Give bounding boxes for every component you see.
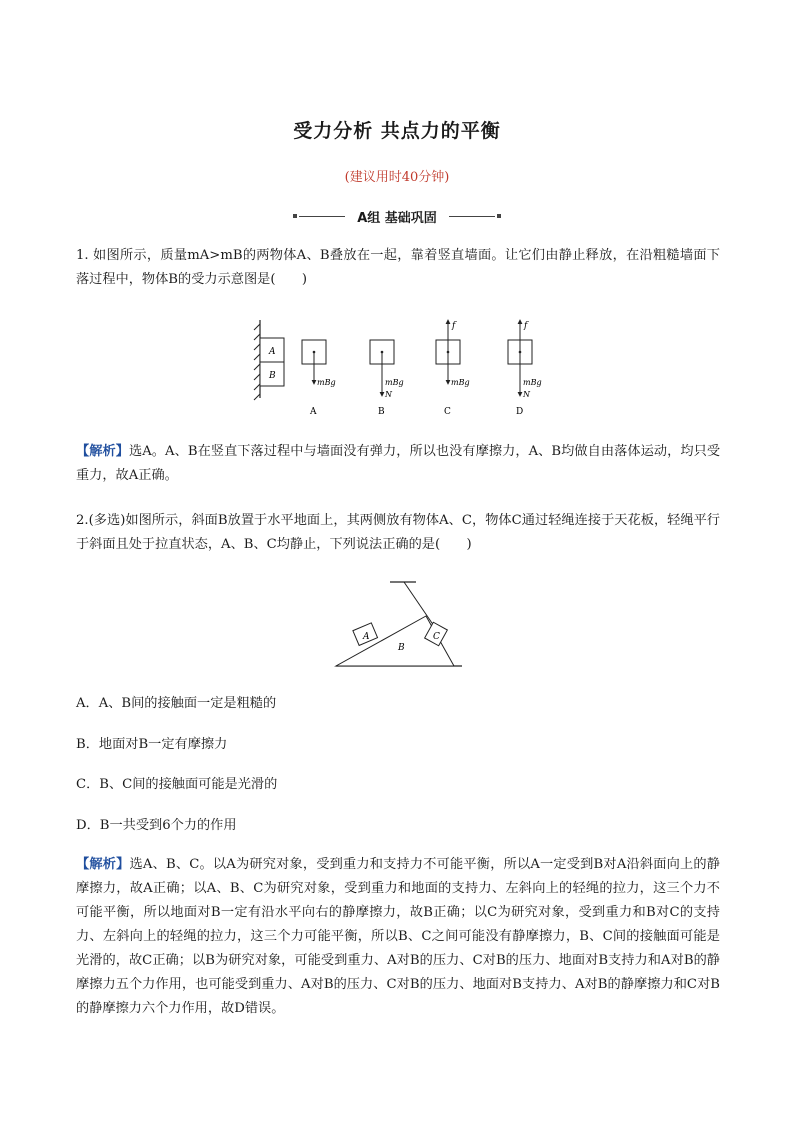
question-2-text: 2.(多选)如图所示，斜面B放置于水平地面上，其两侧放有物体A、C，物体C通过轻绳连接于天花板，轻绳平行于斜面且处于拉直状态，A、B、C均静止，下列说法正确的是( ) bbox=[76, 513, 720, 552]
option-c-gravity: mBg bbox=[451, 378, 470, 387]
divider-dot bbox=[293, 214, 297, 218]
option-b-gravity: mBg bbox=[385, 378, 404, 387]
label-a: A bbox=[363, 632, 370, 642]
section-header bbox=[0, 206, 794, 226]
block-a-label: A bbox=[269, 347, 276, 357]
figure-label-b: B bbox=[378, 407, 385, 417]
figure-label-c: C bbox=[444, 407, 451, 417]
suggested-time: (建议用时40分钟) bbox=[344, 170, 450, 185]
divider-line bbox=[299, 216, 345, 217]
question-1-analysis bbox=[76, 440, 720, 488]
question-1-figure bbox=[240, 316, 560, 420]
divider-line bbox=[449, 216, 495, 217]
page-title: 受力分析 共点力的平衡 bbox=[293, 120, 501, 142]
option-b-normal: N bbox=[385, 390, 392, 399]
question-2-analysis bbox=[76, 853, 720, 1021]
analysis-text: 选A、B、C。以A为研究对象，受到重力和支持力不可能平衡，所以A一定受到B对A沿斜面向上的静摩擦力，故A正确；以A、B、C为研究对象，受到重力和地面的支持力、左斜向上的轻绳的拉力，这三个力不可能平衡，所以地面对B一定有沿水平向右的静摩擦力，故B正确；以C为研究对象，受到重力和B对C的支持力、左斜向上的轻绳的拉力，这三个力可能平衡，所以B、C之间可能没有静摩擦力，B、C间的接触面可能是光滑的，故C正确；以B为研究对象，可能受到重力、A对B的压力、C对B的压力、地面对B支持力和A对B的静摩擦力五个力作用，也可能受到重力、A对B的压力、C对B的压力、地面对B支持力、A对B的静摩擦力和C对B的静摩擦力六个力作用，故D错误。 bbox=[76, 857, 720, 1016]
analysis-text: 选A。A、B在竖直下落过程中与墙面没有弹力，所以也没有摩擦力，A、B均做自由落体运动，均只受重力，故A正确。 bbox=[76, 444, 721, 483]
question-2-figure bbox=[330, 578, 470, 674]
analysis-tag: 【解析】 bbox=[76, 444, 129, 459]
option-d-friction: f bbox=[524, 321, 528, 331]
label-c: C bbox=[433, 632, 440, 642]
divider-dot bbox=[497, 214, 501, 218]
option-d-gravity: mBg bbox=[523, 378, 542, 387]
option-a: A．A、B间的接触面一定是粗糙的 bbox=[76, 696, 277, 711]
option-c: C．B、C间的接触面可能是光滑的 bbox=[76, 777, 278, 792]
question-1-text: 1. 如图所示，质量mA>mB的两物体A、B叠放在一起，靠着竖直墙面。让它们由静止释放，在沿粗糙墙面下落过程中，物体B的受力示意图是( ) bbox=[76, 248, 720, 287]
wall bbox=[254, 320, 260, 400]
label-b: B bbox=[398, 643, 405, 653]
option-d: D．B一共受到6个力的作用 bbox=[76, 818, 237, 833]
option-a-gravity: mBg bbox=[317, 378, 336, 387]
figure-label-d: D bbox=[516, 407, 524, 417]
option-b: B．地面对B一定有摩擦力 bbox=[76, 737, 228, 752]
figure-label-a: A bbox=[310, 407, 317, 417]
option-d-normal: N bbox=[523, 390, 530, 399]
section-title: A组 基础巩固 bbox=[357, 210, 437, 226]
analysis-tag: 【解析】 bbox=[76, 857, 130, 872]
option-c-friction: f bbox=[452, 321, 456, 331]
block-b-label: B bbox=[269, 371, 276, 381]
